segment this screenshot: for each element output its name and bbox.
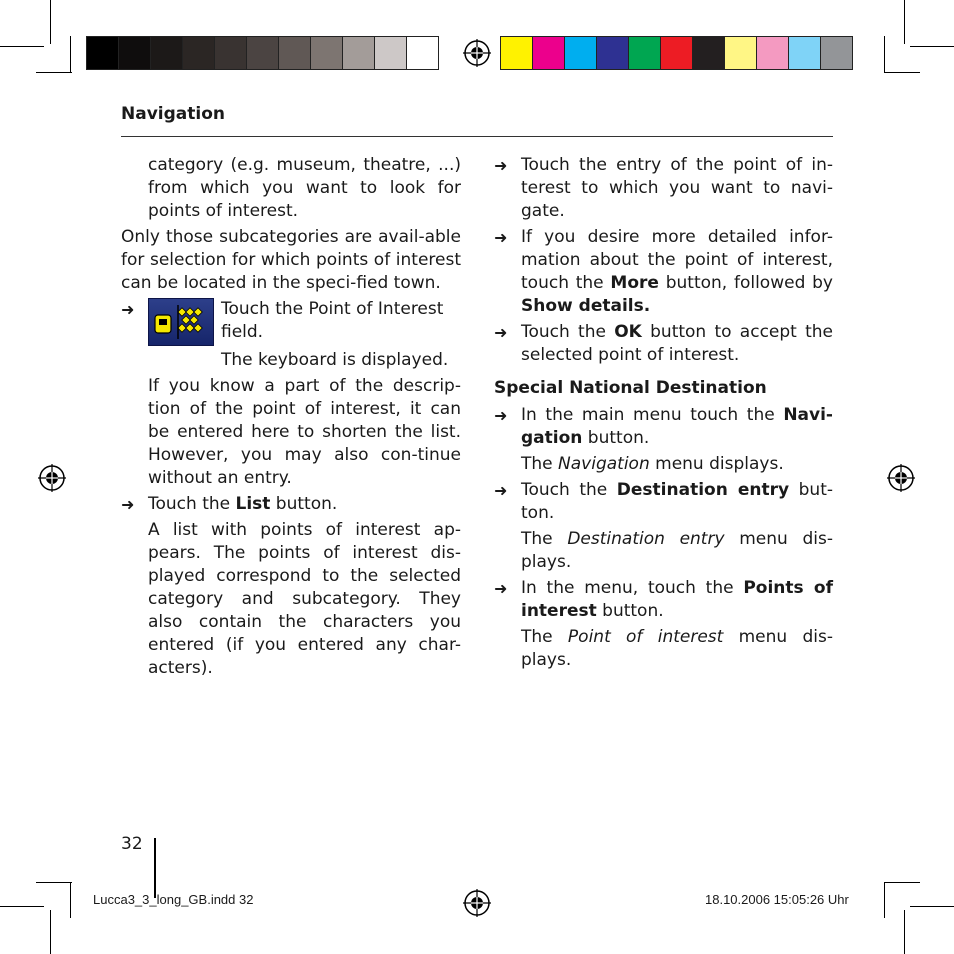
step-touch-entry	[494, 154, 833, 223]
step-text: button.	[582, 428, 650, 448]
right-column	[494, 154, 833, 675]
show-details-label: Show details.	[521, 296, 651, 316]
color-swatch	[660, 36, 693, 70]
arrow-icon: ➜	[494, 156, 508, 175]
step-touch-poi-field	[121, 298, 461, 346]
process-color-bar	[500, 36, 852, 70]
crop-mark	[36, 72, 72, 73]
arrow-icon: ➜	[494, 579, 508, 598]
color-swatch	[820, 36, 853, 70]
color-swatch	[756, 36, 789, 70]
color-swatch	[182, 36, 215, 70]
more-button-label: More	[610, 273, 659, 293]
footer-timestamp: 18.10.2006 15:05:26 Uhr	[705, 892, 849, 907]
arrow-icon: ➜	[494, 481, 508, 500]
points-of-interest-label: Points of interest	[521, 578, 833, 621]
step-text: Touch the	[148, 494, 236, 514]
arrow-icon: ➜	[494, 323, 508, 342]
step-text: If you desire more detailed infor-mation about the point of interest, touch the	[521, 227, 833, 293]
registration-mark-icon	[463, 39, 491, 67]
ok-button-label: OK	[614, 322, 642, 342]
step-touch-ok	[494, 321, 833, 367]
navigation-button-label: Navi-gation	[521, 405, 833, 448]
step-result: The keyboard is displayed.	[221, 350, 449, 370]
color-swatch	[374, 36, 407, 70]
step-result: The Point of interest menu dis-plays.	[521, 627, 833, 670]
crop-mark	[50, 910, 51, 954]
arrow-icon: ➜	[121, 495, 135, 514]
step-touch-destination-entry	[494, 479, 833, 525]
crop-mark	[884, 882, 920, 883]
registration-mark-icon	[887, 464, 915, 492]
crop-mark	[70, 36, 71, 72]
left-column	[121, 154, 461, 683]
step-more-details	[494, 226, 833, 318]
step-result: The Navigation menu displays.	[521, 454, 784, 474]
step-text: button, followed by	[658, 273, 833, 293]
crop-mark	[0, 906, 44, 907]
color-swatch	[406, 36, 439, 70]
arrow-icon: ➜	[121, 300, 135, 319]
color-swatch	[500, 36, 533, 70]
crop-mark	[70, 882, 71, 918]
page-number-rule	[154, 838, 156, 898]
step-text: Touch the Point of Interest field.	[221, 299, 444, 342]
point-of-interest-icon	[148, 298, 214, 346]
color-swatch	[150, 36, 183, 70]
step-result: The Destination entry menu dis-plays.	[521, 529, 833, 572]
crop-mark	[904, 0, 905, 44]
color-swatch	[628, 36, 661, 70]
arrow-icon: ➜	[494, 406, 508, 425]
crop-mark	[884, 72, 920, 73]
page-number: 32	[121, 834, 143, 854]
gray-color-bar	[86, 36, 438, 70]
step-note: If you know a part of the descrip-tion of the point of interest, it can be entered here to shorten the list. However, you may also con-tinue without an entry.	[148, 376, 461, 488]
step-text: Touch the	[521, 480, 617, 500]
step-text: but-ton.	[521, 480, 833, 523]
step-text: button.	[596, 601, 664, 621]
list-button-label: List	[235, 494, 271, 514]
color-swatch	[724, 36, 757, 70]
crop-mark	[884, 882, 885, 918]
crop-mark	[0, 46, 44, 47]
step-text: button.	[270, 494, 338, 514]
step-touch-navigation	[494, 404, 833, 450]
section-title: Navigation	[121, 104, 225, 124]
color-swatch	[246, 36, 279, 70]
color-swatch	[118, 36, 151, 70]
subcategory-paragraph: Only those subcategories are avail-able for selection for which points of interest can be located in the speci-fied town.	[121, 227, 461, 293]
step-touch-list	[121, 493, 461, 516]
registration-mark-icon	[38, 464, 66, 492]
color-swatch	[788, 36, 821, 70]
step-text: In the menu, touch the	[521, 578, 744, 598]
step-result: A list with points of interest ap-pears. The points of interest dis-played correspond to the selected category and subcategory. They also contain the characters you entered (if you entered any char-acters).	[148, 520, 461, 678]
step-text: Touch the	[521, 322, 615, 342]
registration-mark-icon	[463, 889, 491, 917]
step-touch-points-of-interest	[494, 577, 833, 623]
color-swatch	[564, 36, 597, 70]
color-swatch	[532, 36, 565, 70]
color-swatch	[278, 36, 311, 70]
arrow-icon: ➜	[494, 228, 508, 247]
color-swatch	[310, 36, 343, 70]
crop-mark	[884, 36, 885, 72]
header-rule	[121, 136, 833, 137]
crop-mark	[50, 0, 51, 44]
subsection-heading: Special National Destination	[494, 378, 767, 398]
color-swatch	[692, 36, 725, 70]
destination-entry-label: Destination entry	[616, 480, 790, 500]
crop-mark	[910, 906, 954, 907]
color-swatch	[596, 36, 629, 70]
step-text: Touch the entry of the point of in-terest to which you want to navi-gate.	[521, 155, 833, 221]
crop-mark	[904, 910, 905, 954]
continued-text: category (e.g. museum, theatre, ...) from which you want to look for points of interest.	[148, 155, 461, 221]
step-text: In the main menu touch the	[521, 405, 784, 425]
footer-file-info: Lucca3_3_long_GB.indd 32	[93, 892, 254, 907]
color-swatch	[86, 36, 119, 70]
color-swatch	[214, 36, 247, 70]
crop-mark	[910, 46, 954, 47]
crop-mark	[36, 882, 72, 883]
step-text: button to accept the selected point of interest.	[521, 322, 833, 365]
color-swatch	[342, 36, 375, 70]
